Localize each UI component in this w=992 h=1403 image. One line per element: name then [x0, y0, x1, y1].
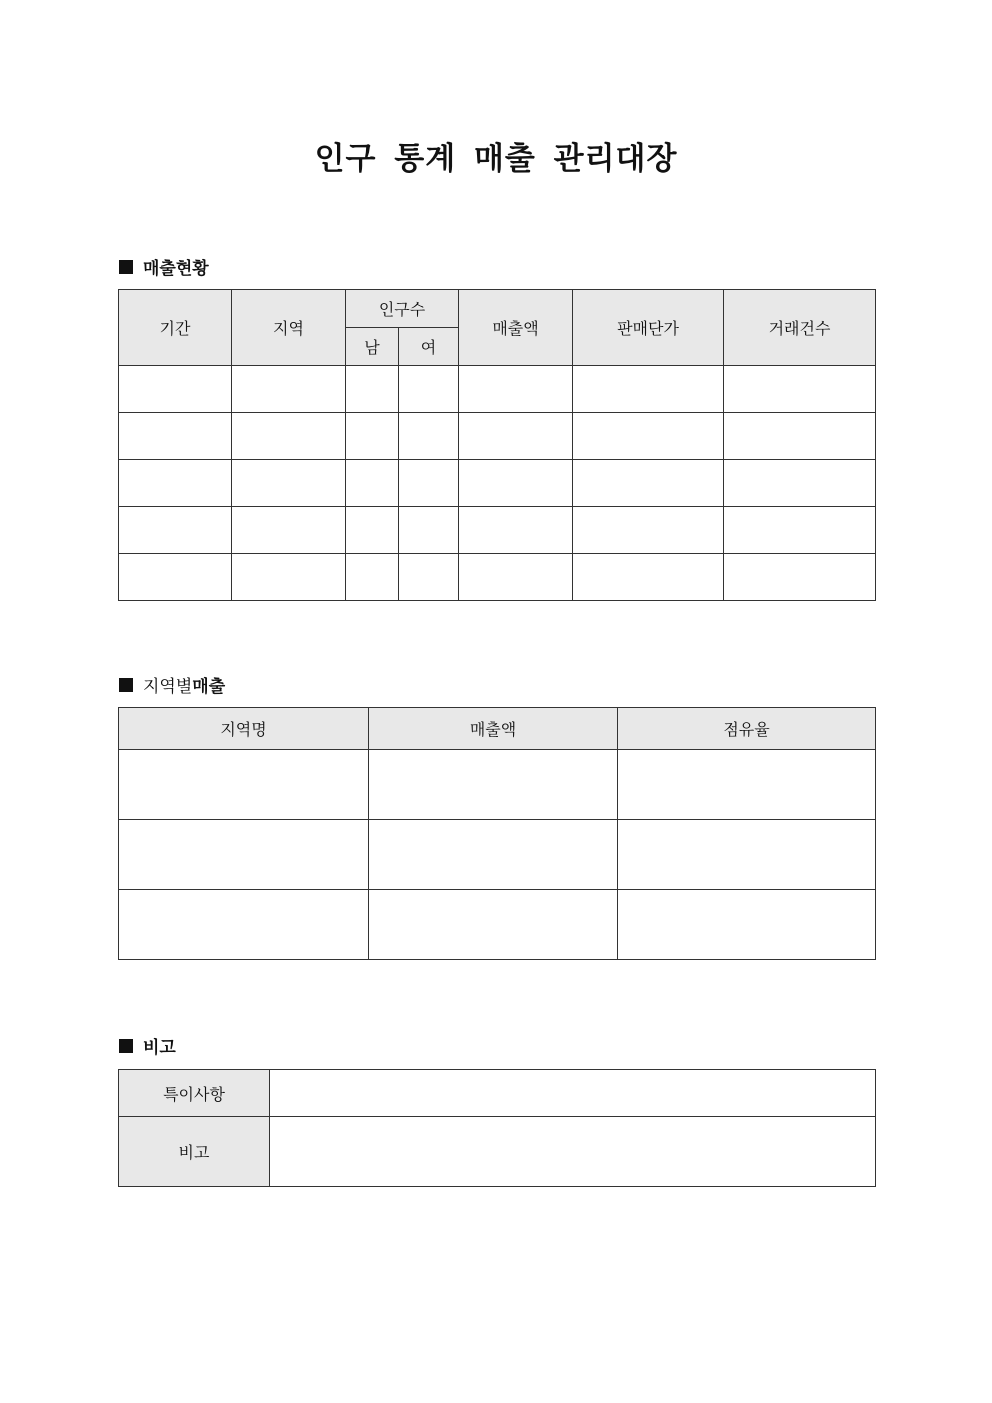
table-cell[interactable]: [119, 366, 232, 413]
row-label-note: 비고: [119, 1117, 270, 1187]
table-cell[interactable]: [119, 413, 232, 460]
section-title-bold: 매출: [192, 677, 226, 697]
table-cell[interactable]: [119, 507, 232, 554]
table-cell[interactable]: [399, 507, 459, 554]
table-row: [119, 507, 876, 554]
regional-sales-body: [119, 750, 876, 960]
remarks-table: [118, 1069, 876, 1187]
section-title-light: 지역별: [143, 677, 193, 697]
table-cell[interactable]: [459, 554, 573, 601]
table-cell[interactable]: [618, 890, 876, 960]
table-row: [119, 750, 876, 820]
table-cell[interactable]: [346, 554, 399, 601]
table-cell[interactable]: [346, 413, 399, 460]
table-cell[interactable]: [618, 750, 876, 820]
table-cell[interactable]: [119, 554, 232, 601]
sales-status-table: [118, 289, 876, 601]
section-heading-sales-status: [119, 254, 209, 279]
table-cell[interactable]: [459, 366, 573, 413]
table-cell[interactable]: [459, 460, 573, 507]
note-field[interactable]: [270, 1117, 876, 1187]
header-sales: 매출액: [459, 290, 573, 366]
table-cell[interactable]: [573, 554, 724, 601]
table-cell[interactable]: [232, 460, 346, 507]
header-population: 인구수: [346, 290, 459, 328]
sales-status-body: [119, 366, 876, 601]
table-cell[interactable]: [724, 507, 876, 554]
section-title: 비고: [143, 1038, 176, 1058]
header-unit-price: 판매단가: [573, 290, 724, 366]
header-sales: 매출액: [369, 708, 618, 750]
header-period: 기간: [119, 290, 232, 366]
table-cell[interactable]: [573, 413, 724, 460]
regional-sales-table: [118, 707, 876, 960]
table-cell[interactable]: [724, 460, 876, 507]
header-region: 지역: [232, 290, 346, 366]
table-cell[interactable]: [724, 554, 876, 601]
table-cell[interactable]: [232, 413, 346, 460]
table-cell[interactable]: [119, 460, 232, 507]
table-row: [119, 890, 876, 960]
table-cell[interactable]: [369, 750, 618, 820]
table-row: [119, 460, 876, 507]
square-bullet-icon: [119, 678, 133, 692]
table-cell[interactable]: [399, 554, 459, 601]
table-cell[interactable]: [724, 413, 876, 460]
header-male: 남: [346, 328, 399, 366]
table-cell[interactable]: [459, 507, 573, 554]
header-share: 점유율: [618, 708, 876, 750]
header-region-name: 지역명: [119, 708, 369, 750]
table-row: [119, 820, 876, 890]
special-notes-field[interactable]: [270, 1070, 876, 1117]
table-cell[interactable]: [369, 890, 618, 960]
table-cell[interactable]: [399, 460, 459, 507]
table-cell[interactable]: [232, 507, 346, 554]
table-cell[interactable]: [232, 554, 346, 601]
header-transactions: 거래건수: [724, 290, 876, 366]
table-cell[interactable]: [369, 820, 618, 890]
table-cell[interactable]: [346, 366, 399, 413]
table-row: [119, 413, 876, 460]
table-cell[interactable]: [459, 413, 573, 460]
table-cell[interactable]: [573, 460, 724, 507]
table-cell[interactable]: [399, 366, 459, 413]
table-cell[interactable]: [232, 366, 346, 413]
section-heading-remarks: [119, 1033, 176, 1058]
table-cell[interactable]: [618, 820, 876, 890]
row-label-special: 특이사항: [119, 1070, 270, 1117]
header-female: 여: [399, 328, 459, 366]
table-cell[interactable]: [399, 413, 459, 460]
section-title: 매출현황: [143, 259, 209, 279]
table-row: [119, 366, 876, 413]
section-heading-regional-sales: [119, 672, 225, 697]
square-bullet-icon: [119, 1039, 133, 1053]
table-cell[interactable]: [346, 507, 399, 554]
table-row: [119, 554, 876, 601]
section-title: [143, 672, 225, 697]
table-cell[interactable]: [119, 890, 369, 960]
table-cell[interactable]: [119, 750, 369, 820]
table-cell[interactable]: [346, 460, 399, 507]
table-cell[interactable]: [724, 366, 876, 413]
table-cell[interactable]: [573, 507, 724, 554]
page-title: 인구 통계 매출 관리대장: [314, 141, 678, 177]
square-bullet-icon: [119, 260, 133, 274]
table-cell[interactable]: [573, 366, 724, 413]
table-cell[interactable]: [119, 820, 369, 890]
